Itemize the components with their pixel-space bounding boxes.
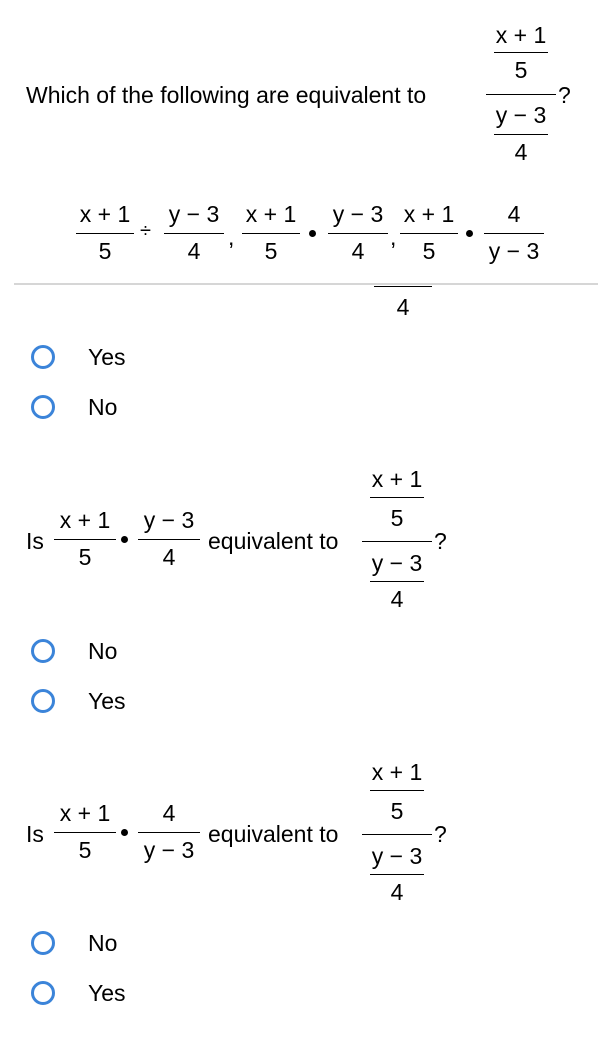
q3-expr-denominator-1: 5 xyxy=(78,837,92,863)
question-3-is-label: Is xyxy=(26,821,44,847)
question-1-prompt: Which of the following are equivalent to xyxy=(26,82,427,108)
q3-target-outer-denominator: 5 xyxy=(390,798,404,824)
radio-q3-no[interactable] xyxy=(31,931,55,955)
radio-q2-yes[interactable] xyxy=(31,689,55,713)
q2-expr-bar-2 xyxy=(138,539,200,540)
question-1-suffix: ? xyxy=(558,82,571,108)
expr3-bar-1 xyxy=(400,233,458,234)
q3-target-bottom-denominator: 4 xyxy=(390,879,404,905)
q2-expr-numerator-2: y − 3 xyxy=(143,507,195,533)
q3-expr-numerator-2: 4 xyxy=(162,800,176,826)
radio-q1-no[interactable] xyxy=(31,395,55,419)
question-2-equivalent-label: equivalent to xyxy=(208,528,339,554)
target-main-bar xyxy=(486,94,556,95)
q3-expr-bar-1 xyxy=(54,832,116,833)
target-inner-bar-bottom xyxy=(494,134,548,135)
option-label-q2-no[interactable]: No xyxy=(88,638,118,664)
q3-expr-denominator-2: y − 3 xyxy=(143,837,195,863)
q2-target-outer-numerator: x + 1 xyxy=(371,466,423,492)
q3-target-bottom-numerator: y − 3 xyxy=(371,843,423,869)
q2-target-main-bar xyxy=(362,541,432,542)
question-2-is-label: Is xyxy=(26,528,44,554)
target-bottom-denominator: 4 xyxy=(514,139,528,165)
option-label-q1-yes[interactable]: Yes xyxy=(88,344,126,370)
expr2-numerator-2: y − 3 xyxy=(332,201,384,227)
overflow-denominator: 4 xyxy=(396,294,410,320)
expr3-numerator-2: 4 xyxy=(507,201,521,227)
target-bottom-numerator: y − 3 xyxy=(495,102,547,128)
option-label-q3-no[interactable]: No xyxy=(88,930,118,956)
expr1-bar-2 xyxy=(164,233,224,234)
question-3-equivalent-label: equivalent to xyxy=(208,821,339,847)
q2-expr-numerator-1: x + 1 xyxy=(59,507,111,533)
q2-target-outer-denominator: 5 xyxy=(390,505,404,531)
multiply-dot-2 xyxy=(466,230,473,237)
expr1-numerator-2: y − 3 xyxy=(168,201,220,227)
multiply-dot-1 xyxy=(309,230,316,237)
radio-q1-yes[interactable] xyxy=(31,345,55,369)
q3-expr-numerator-1: x + 1 xyxy=(59,800,111,826)
overflow-bar xyxy=(374,286,432,287)
q3-target-inner-bar-bottom xyxy=(370,874,424,875)
q2-multiply-dot xyxy=(121,536,128,543)
expr3-denominator-1: 5 xyxy=(422,238,436,264)
q3-target-main-bar xyxy=(362,834,432,835)
divider-line xyxy=(14,283,598,285)
divide-operator: ÷ xyxy=(140,220,151,242)
q3-target-outer-numerator: x + 1 xyxy=(371,759,423,785)
expr3-bar-2 xyxy=(484,233,544,234)
expr1-denominator-2: 4 xyxy=(187,238,201,264)
radio-q2-no[interactable] xyxy=(31,639,55,663)
expr1-bar-1 xyxy=(76,233,134,234)
question-3-suffix: ? xyxy=(434,821,447,847)
target-outer-denominator: 5 xyxy=(514,57,528,83)
expr1-denominator-1: 5 xyxy=(98,238,112,264)
q2-target-inner-bar-top xyxy=(370,497,424,498)
radio-q3-yes[interactable] xyxy=(31,981,55,1005)
target-inner-bar-top xyxy=(494,52,548,53)
q3-target-inner-bar-top xyxy=(370,790,424,791)
q3-expr-bar-2 xyxy=(138,832,200,833)
q2-target-bottom-numerator: y − 3 xyxy=(371,550,423,576)
target-outer-numerator: x + 1 xyxy=(495,22,547,48)
expr2-bar-2 xyxy=(328,233,388,234)
option-label-q2-yes[interactable]: Yes xyxy=(88,688,126,714)
option-label-q1-no[interactable]: No xyxy=(88,394,118,420)
q3-multiply-dot xyxy=(121,829,128,836)
q2-expr-bar-1 xyxy=(54,539,116,540)
expr3-numerator-1: x + 1 xyxy=(403,201,455,227)
separator-comma-2: , xyxy=(390,224,397,250)
q2-expr-denominator-2: 4 xyxy=(162,544,176,570)
expr2-bar-1 xyxy=(242,233,300,234)
separator-comma-1: , xyxy=(228,224,235,250)
q2-expr-denominator-1: 5 xyxy=(78,544,92,570)
q2-target-bottom-denominator: 4 xyxy=(390,586,404,612)
expr2-denominator-2: 4 xyxy=(351,238,365,264)
expr3-denominator-2: y − 3 xyxy=(488,238,540,264)
q2-target-inner-bar-bottom xyxy=(370,581,424,582)
question-2-suffix: ? xyxy=(434,528,447,554)
expr1-numerator-1: x + 1 xyxy=(79,201,131,227)
option-label-q3-yes[interactable]: Yes xyxy=(88,980,126,1006)
expr2-numerator-1: x + 1 xyxy=(245,201,297,227)
expr2-denominator-1: 5 xyxy=(264,238,278,264)
